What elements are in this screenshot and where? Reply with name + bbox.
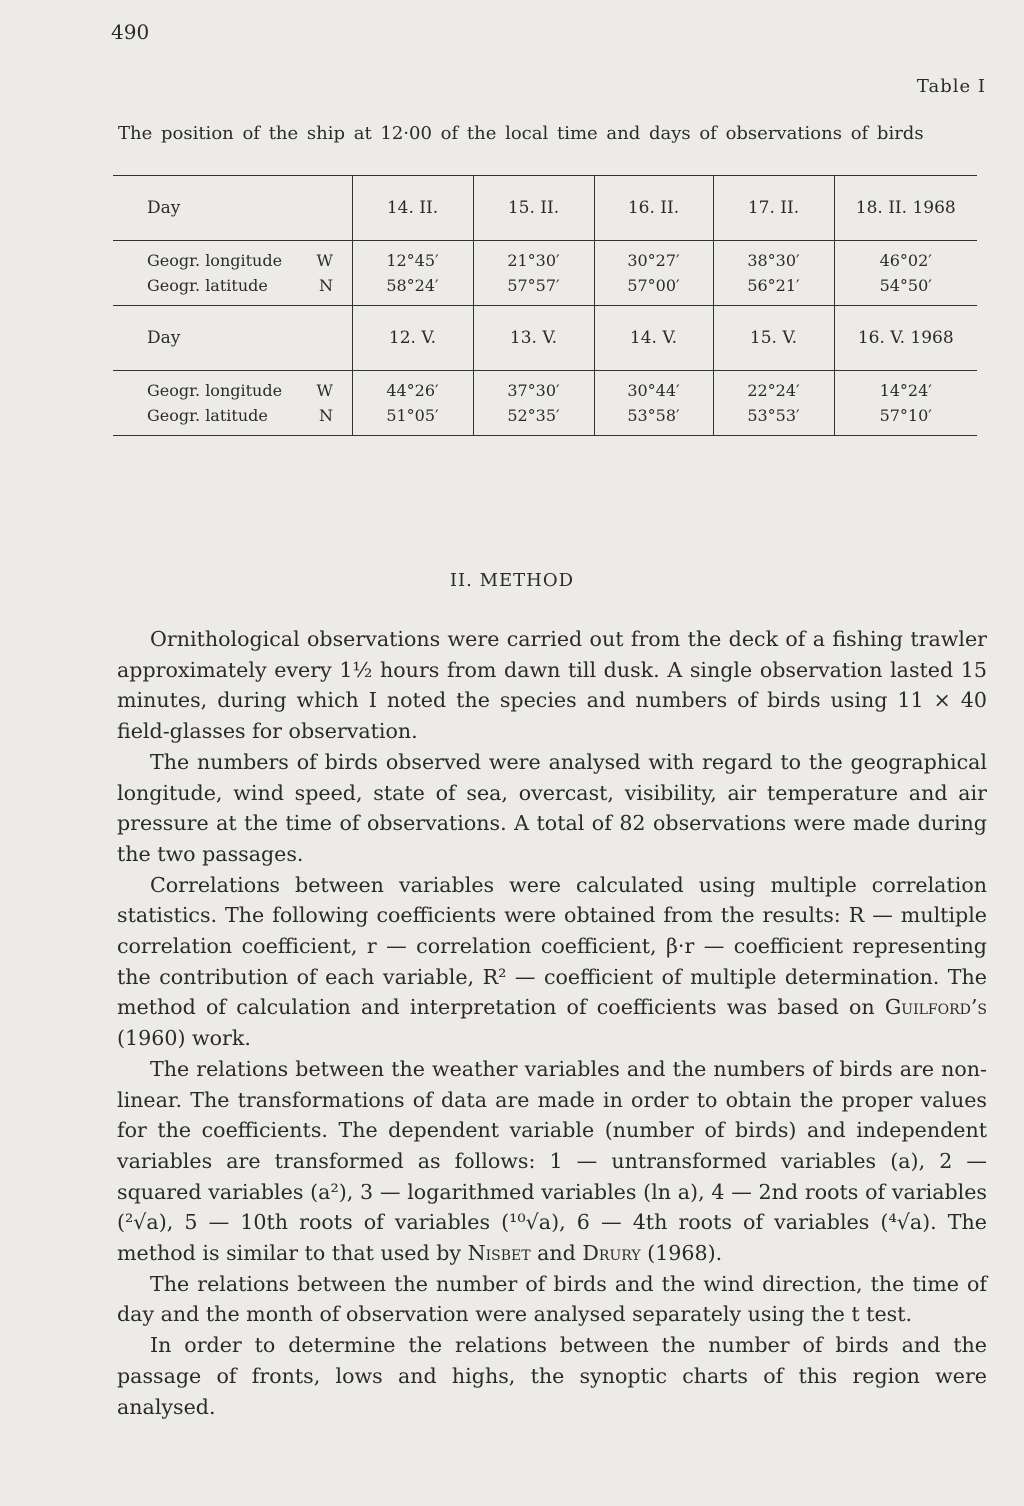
day-cell: 18. II. 1968 <box>834 176 977 241</box>
day-cell: 14. V. <box>594 306 713 371</box>
author-citation: Guilford’s <box>884 995 987 1020</box>
longitude-value: 30°44′ <box>627 381 680 400</box>
body-text <box>117 624 987 1422</box>
coordinate-cell <box>352 241 473 306</box>
day-cell: 16. V. 1968 <box>834 306 977 371</box>
author-citation: Nisbet <box>467 1241 531 1266</box>
paragraph: Correlations between variables were calculated using multiple correlation statistics. The following coefficients were obtained from the results: R — multiple correlation coefficient, r — correlation coefficient, β·r — coefficient representing the contribution of each variable, R² — coefficient of multiple determination. The method of calculation and interpretation of coefficients was based on Guilford’s (1960) work. <box>117 872 987 1051</box>
ship-position-table <box>113 175 977 436</box>
coordinate-cell <box>352 371 473 436</box>
longitude-value: 37°30′ <box>507 381 560 400</box>
coordinate-cell <box>473 371 594 436</box>
table-row-coordinates-february <box>113 241 977 306</box>
latitude-value: 52°35′ <box>507 406 560 425</box>
table-caption: The position of the ship at 12·00 of the local time and days of observations of birds <box>118 123 924 144</box>
page-number: 490 <box>111 20 150 44</box>
day-cell: 12. V. <box>352 306 473 371</box>
latitude-value: 57°10′ <box>879 406 932 425</box>
day-cell: 14. II. <box>352 176 473 241</box>
coordinate-cell <box>473 241 594 306</box>
longitude-label: Geogr. longitude W <box>147 381 333 400</box>
paragraph: The numbers of birds observed were analysed with regard to the geographical longitude, wind speed, state of sea, overcast, visibility, air temperature and air pressure at the time of observations. A total of 82 observations were made during the two passages. <box>117 749 987 866</box>
longitude-value: 44°26′ <box>386 381 439 400</box>
latitude-value: 53°58′ <box>627 406 680 425</box>
paragraph: The relations between the number of birds and the wind direction, the time of day and the month of observation were analysed separately using the t test. <box>117 1271 987 1327</box>
section-heading: II. METHOD <box>449 570 575 591</box>
day-cell: 17. II. <box>713 176 834 241</box>
longitude-value: 22°24′ <box>747 381 800 400</box>
table-row-coordinates-may <box>113 371 977 436</box>
longitude-value: 12°45′ <box>386 251 439 270</box>
longitude-label: Geogr. longitude W <box>147 251 333 270</box>
longitude-value: 38°30′ <box>747 251 800 270</box>
latitude-value: 51°05′ <box>386 406 439 425</box>
longitude-value: 30°27′ <box>627 251 680 270</box>
paragraph: In order to determine the relations between the number of birds and the passage of fronts, lows and highs, the synoptic charts of this region were analysed. <box>117 1333 987 1419</box>
day-cell: 16. II. <box>594 176 713 241</box>
latitude-value: 58°24′ <box>386 276 439 295</box>
day-cell: 13. V. <box>473 306 594 371</box>
coordinate-label-cell <box>113 371 352 436</box>
table-row-days-may <box>113 306 977 371</box>
longitude-value: 21°30′ <box>507 251 560 270</box>
longitude-value: 14°24′ <box>879 381 932 400</box>
table-row-days-february <box>113 176 977 241</box>
day-cell: 15. II. <box>473 176 594 241</box>
day-label-cell: Day <box>113 176 352 241</box>
table-label: Table I <box>916 76 986 97</box>
author-citation: Drury <box>582 1241 641 1266</box>
latitude-value: 54°50′ <box>879 276 932 295</box>
latitude-label: Geogr. latitude N <box>147 276 333 295</box>
latitude-value: 56°21′ <box>747 276 800 295</box>
coordinate-cell <box>713 241 834 306</box>
latitude-value: 57°57′ <box>507 276 560 295</box>
coordinate-cell <box>594 241 713 306</box>
coordinate-cell <box>713 371 834 436</box>
coordinate-cell <box>594 371 713 436</box>
longitude-value: 46°02′ <box>879 251 932 270</box>
paragraph: The relations between the weather variables and the numbers of birds are non-linear. The transformations of data are made in order to obtain the proper values for the coefficients. The dependent variable (number of birds) and independent variables are transformed as follows: 1 — untransformed variables (a), 2 — squared variables (a²), 3 — logarithmed variables (ln a), 4 — 2nd roots of variables (²√a), 5 — 10th roots of variables (¹⁰√a), 6 — 4th roots of variables (⁴√a). The method is similar to that used by Nisbet and Drury (1968). <box>117 1056 987 1266</box>
latitude-value: 53°53′ <box>747 406 800 425</box>
day-label-cell: Day <box>113 306 352 371</box>
latitude-value: 57°00′ <box>627 276 680 295</box>
coordinate-label-cell <box>113 241 352 306</box>
day-cell: 15. V. <box>713 306 834 371</box>
paragraph: Ornithological observations were carried out from the deck of a fishing trawler approximately every 1½ hours from dawn till dusk. A single observation lasted 15 minutes, during which I noted the species and numbers of birds using 11 × 40 field-glasses for observation. <box>117 627 987 744</box>
coordinate-cell <box>834 371 977 436</box>
coordinate-cell <box>834 241 977 306</box>
latitude-label: Geogr. latitude N <box>147 406 333 425</box>
